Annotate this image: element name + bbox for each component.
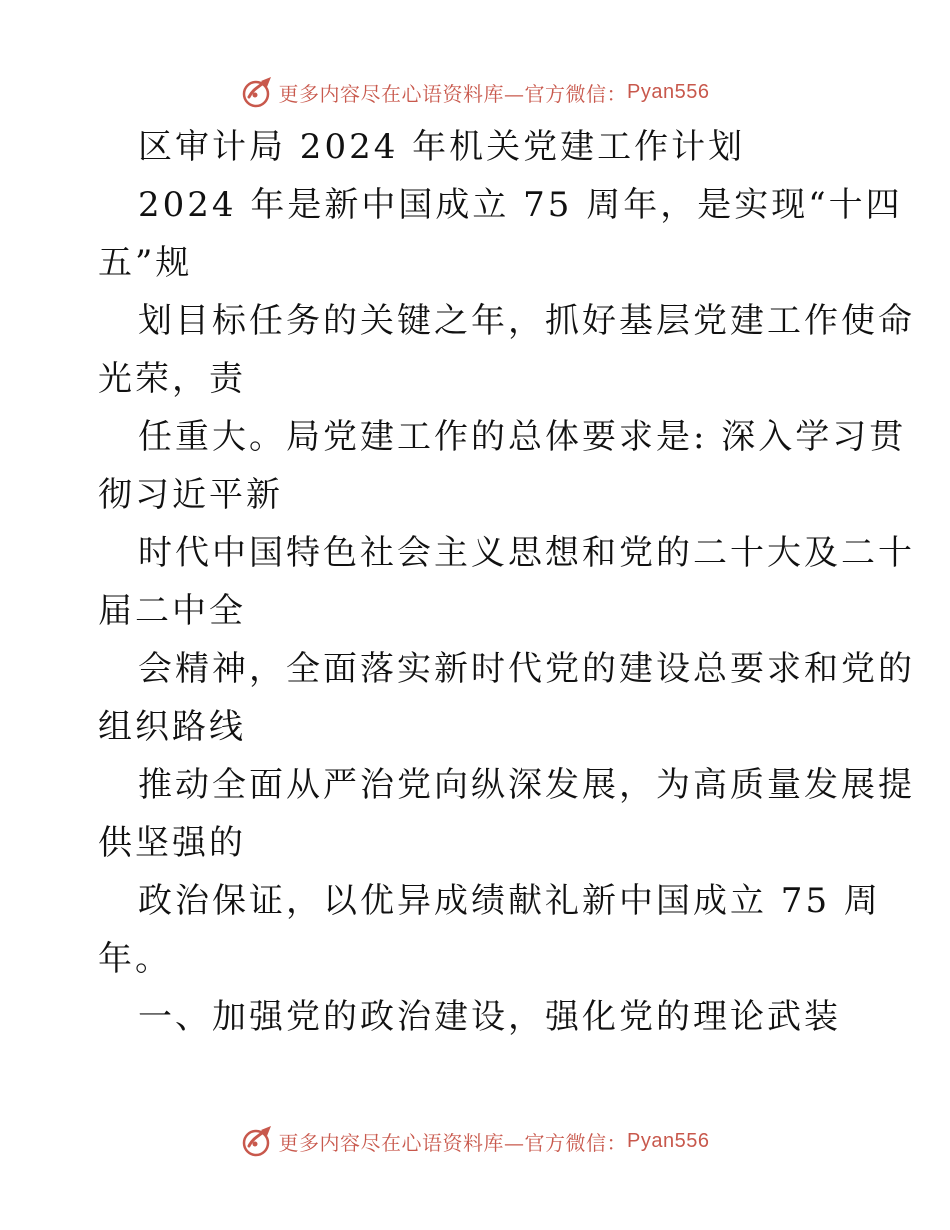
paragraph-line: 任重大。局党建工作的总体要求是: 深入学习贯 (138, 417, 907, 457)
document-title: 区审计局 2024 年机关党建工作计划 (138, 127, 746, 167)
paragraph-line: 推动全面从严治党向纵深发展，为高质量发展提 (138, 765, 915, 805)
paragraph-line: 五”规 (98, 243, 193, 283)
paragraph-line: 组织路线 (98, 707, 246, 747)
pen-logo-icon (241, 75, 275, 109)
paragraph-line: 划目标任务的关键之年，抓好基层党建工作使命 (138, 301, 915, 341)
footer-watermark (0, 1121, 950, 1161)
watermark-brand: Pyan556 (627, 1129, 710, 1152)
section-heading: 一、加强党的政治建设，强化党的理论武装 (138, 997, 841, 1037)
paragraph-line: 时代中国特色社会主义思想和党的二十大及二十 (138, 533, 915, 573)
paragraph-line: 年。 (98, 939, 172, 979)
paragraph-line: 供坚强的 (98, 823, 246, 863)
watermark-text: 更多内容尽在心语资料库—官方微信： (278, 1130, 628, 1155)
paragraph-line: 政治保证，以优异成绩献礼新中国成立 75 周 (138, 881, 881, 921)
paragraph-line: 届二中全 (98, 591, 246, 631)
watermark-brand: Pyan556 (627, 80, 710, 103)
paragraph-line: 彻习近平新 (98, 475, 283, 515)
header-watermark (0, 72, 950, 112)
paragraph-line: 光荣，责 (98, 359, 246, 399)
paragraph-line: 2024 年是新中国成立 75 周年，是实现“十四 (138, 185, 903, 225)
paragraph-line: 会精神，全面落实新时代党的建设总要求和党的 (138, 649, 915, 689)
document-body (98, 118, 915, 1046)
pen-logo-icon (241, 1124, 275, 1158)
watermark-text: 更多内容尽在心语资料库—官方微信： (278, 81, 628, 106)
